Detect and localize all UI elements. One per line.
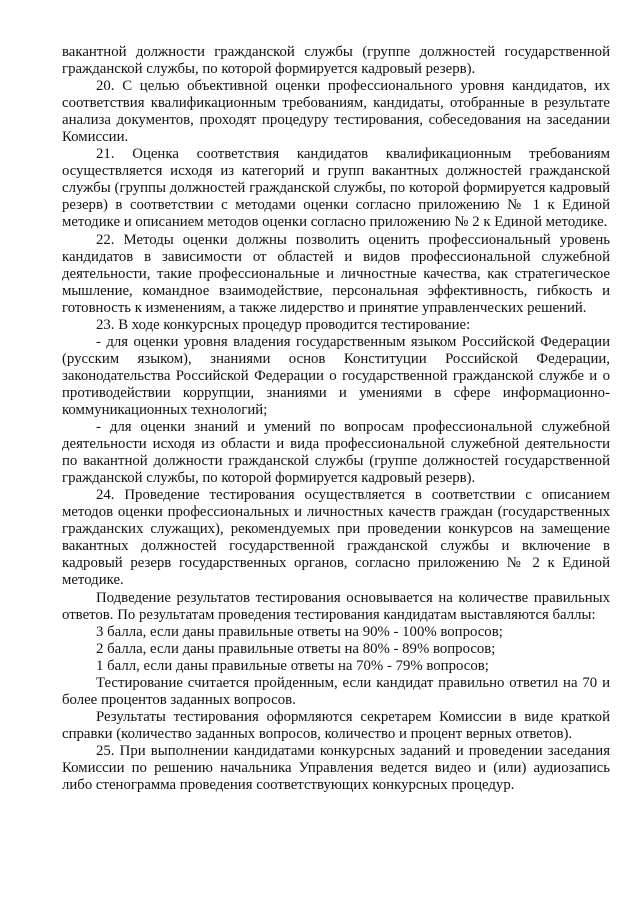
paragraph-25: 25. При выполнении кандидатами конкурсных заданий и проведении заседания Комиссии по решению начальника Управления ведется видео и (или) аудиозапись либо стенограмма проведения соответствующих конкурсных процедур. xyxy=(62,742,610,794)
paragraph-results-summary: Подведение результатов тестирования основывается на количестве правильных ответов. По результатам проведения тестирования кандидатам выставляются баллы: xyxy=(62,589,610,623)
paragraph-20: 20. С целью объективной оценки профессионального уровня кандидатов, их соответствия квалификационным требованиям, кандидаты, отобранные в результате анализа документов, проходят процедуру тестирования, собеседования на заседании Комиссии. xyxy=(62,78,610,146)
list-item-professional-testing: - для оценки знаний и умений по вопросам профессиональной служебной деятельности исходя из области и вида профессиональной служебной деятельности по вакантной должности гражданской службы (группе должностей государственной гражданской службы, по которой формируется кадровый резерв). xyxy=(62,419,610,487)
paragraph-24: 24. Проведение тестирования осуществляется в соответствии с описанием методов оценки профессиональных и личностных качеств граждан (государственных гражданских служащих), рекомендуемых при проведении конкурсов на замещение вакантных должностей государственной гражданской службы и включение в кадровый резерв государственных органов, согласно приложению № 2 к Единой методике. xyxy=(62,487,610,589)
list-item-language-testing: - для оценки уровня владения государственным языком Российской Федерации (русским языком), знаниями основ Конституции Российской Федерации, законодательства Российской Федерации о государственной гражданской службе и о противодействии коррупции, знаниями и умениями в сфере информационно-коммуникационных технологий; xyxy=(62,333,610,418)
paragraph-results-report: Результаты тестирования оформляются секретарем Комиссии в виде краткой справки (количество заданных вопросов, количество и процент верных ответов). xyxy=(62,708,610,742)
paragraph-pass-threshold: Тестирование считается пройденным, если кандидат правильно ответил на 70 и более процентов заданных вопросов. xyxy=(62,674,610,708)
score-3-points: 3 балла, если даны правильные ответы на 90% - 100% вопросов; xyxy=(96,623,503,640)
score-2-points: 2 балла, если даны правильные ответы на 80% - 89% вопросов; xyxy=(96,640,496,657)
paragraph-continuation: вакантной должности гражданской службы (группе должностей государственной гражданской службы, по которой формируется кадровый резерв). xyxy=(62,44,610,78)
score-1-point: 1 балл, если даны правильные ответы на 70% - 79% вопросов; xyxy=(96,657,489,674)
paragraph-22: 22. Методы оценки должны позволить оценить профессиональный уровень кандидатов в зависимости от областей и видов профессиональной служебной деятельности, такие профессиональные и личностные качества, как стратегическое мышление, командное взаимодействие, персональная эффективность, гибкость и готовность к изменениям, а также лидерство и принятие управленческих решений. xyxy=(62,231,610,316)
document-body xyxy=(62,44,610,794)
paragraph-21: 21. Оценка соответствия кандидатов квалификационным требованиям осуществляется исходя из категорий и групп вакантных должностей гражданской службы (группы должностей гражданской службы, по которой формируется кадровый резерв) в соответствии с методами оценки согласно приложению № 1 к Единой методике и описанием методов оценки согласно приложению № 2 к Единой методике. xyxy=(62,146,610,231)
paragraph-23: 23. В ходе конкурсных процедур проводится тестирование: xyxy=(96,316,471,333)
